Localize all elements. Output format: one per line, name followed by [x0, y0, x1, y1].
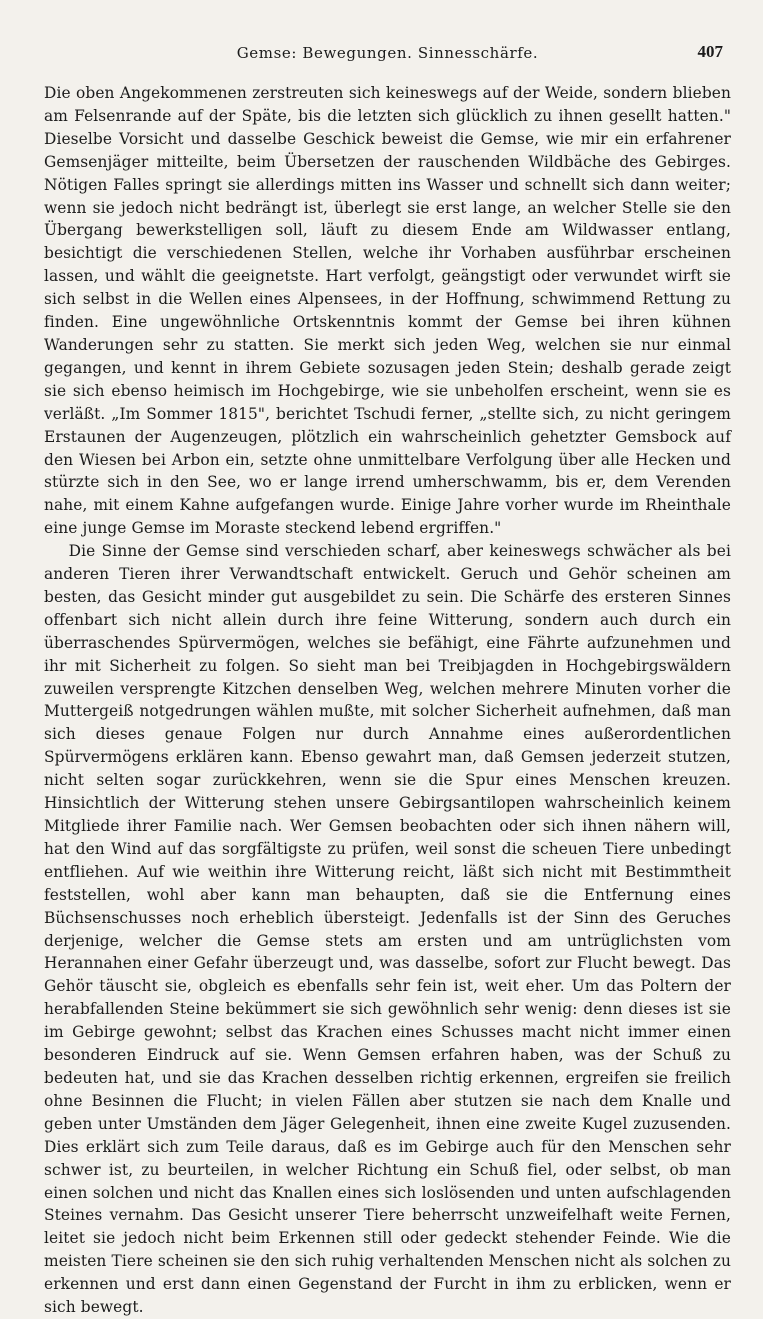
body-text — [44, 82, 731, 1319]
running-title: Gemse: Bewegungen. Sinnesschärfe. — [236, 44, 539, 62]
paragraph-1: Die oben Angekommenen zerstreuten sich keineswegs auf der Weide, sondern blieben am Felsenrande auf der Späte, bis die letzten sich glücklich zu ihnen gesellt hatten." Dieselbe Vorsicht und dasselbe Geschick beweist die Gemse, wie mir ein erfahrener Gemsenjäger mitteilte, beim Übersetzen der rauschenden Wildbäche des Gebirges. Nötigen Falles springt sie allerdings mitten ins Wasser und schnellt sich dann weiter; wenn sie jedoch nicht bedrängt ist, überlegt sie erst lange, an welcher Stelle sie den Übergang bewerkstelligen soll, läuft zu diesem Ende am Wildwasser entlang, besichtigt die verschiedenen Stellen, welche ihr Vorhaben ausführbar erscheinen lassen, und wählt die geeignetste. Hart verfolgt, geängstigt oder verwundet wirft sie sich selbst in die Wellen eines Alpensees, in der Hoffnung, schwimmend Rettung zu finden. Eine ungewöhnliche Ortskenntnis kommt der Gemse bei ihren kühnen Wanderungen sehr zu statten. Sie merkt sich jeden Weg, welchen sie nur einmal gegangen, und kennt in ihrem Gebiete sozusagen jeden Stein; deshalb gerade zeigt sie sich ebenso heimisch im Hochgebirge, wie sie unbeholfen erscheint, wenn sie es verläßt. „Im Sommer 1815", berichtet Tschudi ferner, „stellte sich, zu nicht geringem Erstaunen der Augenzeugen, plötzlich ein wahrscheinlich gehetzter Gemsbock auf den Wiesen bei Arbon ein, setzte ohne unmittelbare Verfolgung über alle Hecken und stürzte sich in den See, wo er lange irrend umherschwamm, bis er, dem Verenden nahe, mit einem Kahne aufgefangen wurde. Einige Jahre vorher wurde im Rheinthale eine junge Gemse im Moraste steckend lebend ergriffen." — [44, 84, 731, 538]
page-header — [44, 44, 731, 68]
paragraph-2: Die Sinne der Gemse sind verschieden scharf, aber keineswegs schwächer als bei anderen Tieren ihrer Verwandtschaft entwickelt. Geruch und Gehör scheinen am besten, das Gesicht minder gut ausgebildet zu sein. Die Schärfe des ersteren Sinnes offenbart sich nicht allein durch ihre feine Witterung, sondern auch durch ein überraschendes Spürvermögen, welches sie befähigt, eine Fährte aufzunehmen und ihr mit Sicherheit zu folgen. So sieht man bei Treibjagden in Hochgebirgswäldern zuweilen versprengte Kitzchen denselben Weg, welchen mehrere Minuten vorher die Muttergeiß notgedrungen wählen mußte, mit solcher Sicherheit aufnehmen, daß man sich dieses genaue Folgen nur durch Annahme eines außerordentlichen Spürvermögens erklären kann. Ebenso gewahrt man, daß Gemsen jederzeit stutzen, nicht selten sogar zurückkehren, wenn sie die Spur eines Menschen kreuzen. Hinsichtlich der Witterung stehen unsere Gebirgsantilopen wahrscheinlich keinem Mitgliede ihrer Familie nach. Wer Gemsen beobachten oder sich ihnen nähern will, hat den Wind auf das sorgfältigste zu prüfen, weil sonst die scheuen Tiere unbedingt entfliehen. Auf wie weithin ihre Witterung reicht, läßt sich nicht mit Bestimmtheit feststellen, wohl aber kann man behaupten, daß sie die Entfernung eines Büchsenschusses noch erheblich übersteigt. Jedenfalls ist der Sinn des Geruches derjenige, welcher die Gemse stets am ersten und am untrüglichsten vom Herannahen einer Gefahr überzeugt und, was dasselbe, sofort zur Flucht bewegt. Das Gehör täuscht sie, obgleich es ebenfalls sehr fein ist, weit eher. Um das Poltern der herabfallenden Steine bekümmert sie sich gewöhnlich sehr wenig: denn dieses ist sie im Gebirge gewohnt; selbst das Krachen eines Schusses macht nicht immer einen besonderen Eindruck auf sie. Wenn Gemsen erfahren haben, was der Schuß zu bedeuten hat, und sie das Krachen desselben richtig erkennen, ergreifen sie freilich ohne Besinnen die Flucht; in vielen Fällen aber stutzen sie nach dem Knalle und geben unter Umständen dem Jäger Gelegenheit, ihnen eine zweite Kugel zuzusenden. Dies erklärt sich zum Teile daraus, daß es im Gebirge auch für den Menschen sehr schwer ist, zu beurteilen, in welcher Richtung ein Schuß fiel, oder selbst, ob man einen solchen und nicht das Knallen eines sich loslösenden und unten aufschlagenden Steines vernahm. Das Gesicht unserer Tiere beherrscht unzweifelhaft weite Fernen, leitet sie jedoch nicht beim Erkennen still oder gedeckt stehender Feinde. Wie die meisten Tiere scheinen sie den sich ruhig verhaltenden Menschen nicht als solchen zu erkennen und erst dann einen Gegenstand der Furcht in ihm zu erblicken, wenn er sich bewegt. — [44, 542, 731, 1317]
page-number: 407 — [697, 42, 723, 61]
